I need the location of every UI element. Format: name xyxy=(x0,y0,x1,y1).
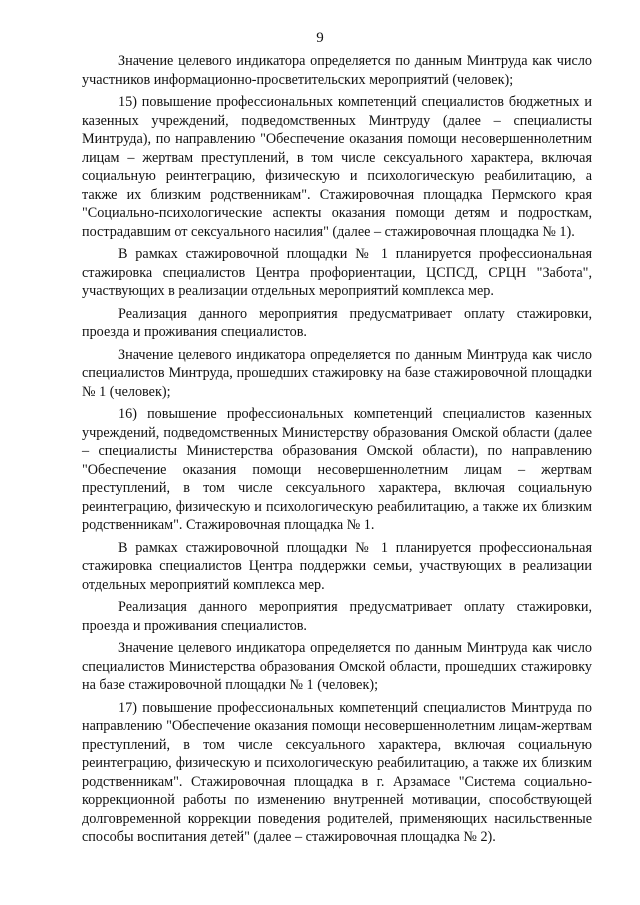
paragraph-indicator-participants: Значение целевого индикатора определяется по данным Минтруда как число участников информационно-просветительских мероприятий (человек); xyxy=(82,53,592,88)
paragraph-indicator-mintrud: Значение целевого индикатора определяется по данным Минтруда как число специалистов Минтруда, прошедших стажировку на базе стажировочной площадки № 1 (человек); xyxy=(82,346,592,400)
paragraph-funding-2: Реализация данного мероприятия предусматривает оплату стажировки, проезда и проживания специалистов. xyxy=(82,599,592,634)
paragraph-internship-family-center: В рамках стажировочной площадки № 1 планируется профессиональная стажировка специалистов Центра поддержки семьи, участвующих в реализации отдельных мероприятий комплекса мер. xyxy=(82,539,592,593)
paragraph-funding: Реализация данного мероприятия предусматривает оплату стажировки, проезда и проживания специалистов. xyxy=(82,305,592,340)
document-body xyxy=(82,52,592,851)
paragraph-internship-platform-1: В рамках стажировочной площадки № 1 планируется профессиональная стажировка специалистов Центра профориентации, ЦСПСД, СРЦН "Забота", участвующих в реализации отдельных мероприятий комплекса мер. xyxy=(82,246,592,299)
paragraph-item-15: 15) повышение профессиональных компетенций специалистов бюджетных и казенных учреждений, подведомственных Минтруду (далее – специалисты Минтруда), по направлению "Обеспечение оказания помощи несовершеннолетним лицам – жертвам преступлений, в том числе сексуального характера, включая социальную реинтеграцию, физическую и психологическую реабилитацию, а также их близким родственникам". Стажировочная площадка Пермского края "Социально-психологические аспекты оказания помощи детям и подросткам, пострадавшим от сексуального насилия" (далее – стажировочная площадка № 1). xyxy=(82,94,592,240)
paragraph-item-16: 16) повышение профессиональных компетенций специалистов казенных учреждений, подведомственных Министерству образования Омской области (далее – специалисты Министерства образования Омской области), по направлению "Обеспечение оказания помощи несовершеннолетним лицам – жертвам преступлений, в том числе сексуального характера, включая социальную реинтеграцию, физическую и психологическую реабилитацию, а также их близким родственникам". Стажировочная площадка № 1. xyxy=(82,406,592,533)
paragraph-item-17: 17) повышение профессиональных компетенций специалистов Минтруда по направлению "Обеспечение оказания помощи несовершеннолетним лицам-жертвам преступлений, в том числе сексуального характера, включая социальную реинтеграцию, физическую и психологическую реабилитацию, а также их близким родственникам". Стажировочная площадка в г. Арзамасе "Система социально-коррекционной работы по изменению внутренней мотивации, способствующей долговременной коррекции поведения родителей, применяющих насильственные способы воспитания детей" (далее – стажировочная площадка № 2). xyxy=(82,699,592,845)
paragraph-indicator-education: Значение целевого индикатора определяется по данным Минтруда как число специалистов Министерства образования Омской области, прошедших стажировку на базе стажировочной площадки № 1 (человек); xyxy=(82,640,592,693)
page-number: 9 xyxy=(316,30,324,46)
